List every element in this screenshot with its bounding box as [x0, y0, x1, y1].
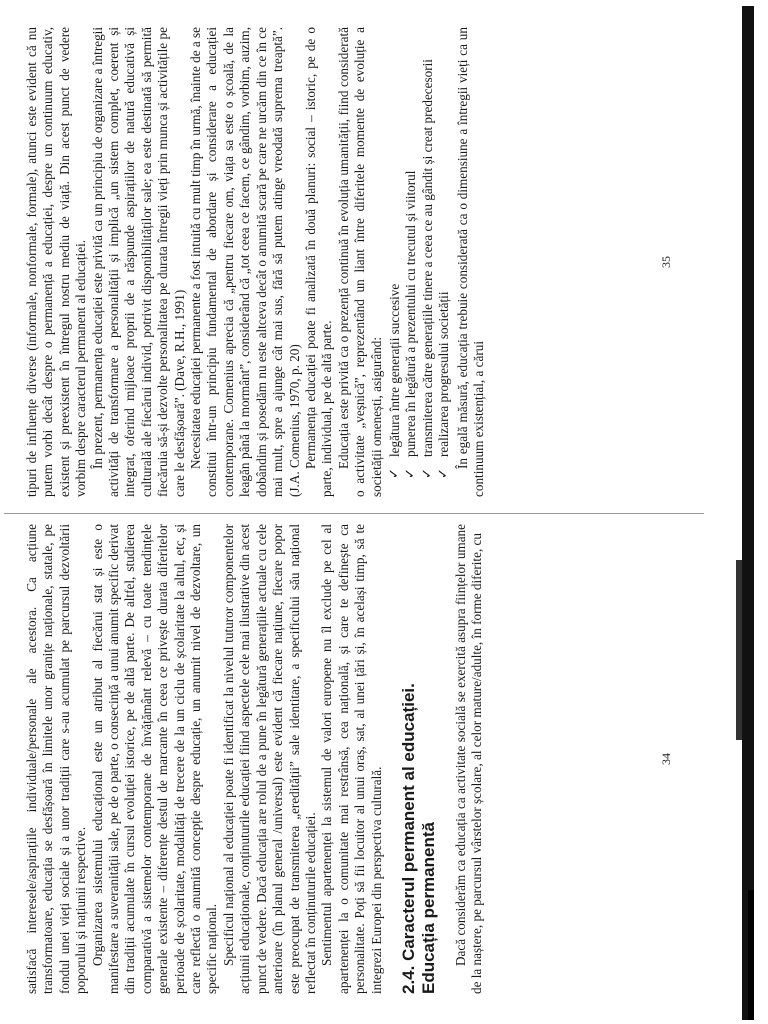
- paragraph: Sentimentul apartenenței la sistemul de valori europene nu îl exclude pe cel al apartenenței la o comunitate mai restrânsă, cea națională, și care te definește ca personalitate. Poți să fii locuitor al unui oraș, sat, al unei țări și, în același timp, să te integrezi Europei din perspectiva culturală.: [319, 524, 384, 994]
- scan-shadow: [736, 560, 742, 740]
- paragraph: În prezent, permanența educației este privită ca un principiu de organizare a întregii activități de transformare a personalității și implică „un sistem complet, coerent și integrat, oferind mijloace proprii de a răspunde aspirațiilor de natură educativă și culturală ale fiecărui individ, potrivit disponibilităților sale; ea este destinată să permită fiecăruia să-și dezvolte personalitatea pe durata întregii vieți prin munca și activitățile pe care le desfășoară”. (Dave, R.H., 1991): [89, 27, 187, 497]
- page-number: 34: [658, 753, 673, 765]
- paragraph: În egală măsură, educația trebuie considerată ca o dimensiune a întregii vieți ca un continuum existențial, a cărui: [454, 27, 486, 497]
- list-item-text: legătura între generații succesive: [386, 283, 402, 457]
- check-mark-icon: ✓: [436, 467, 452, 479]
- list-item-text: punerea în legătură a prezentului cu trecutul și viitorul: [403, 170, 419, 457]
- section-heading: [399, 524, 439, 994]
- paragraph: Necesitatea educației permanente a fost intuită cu mult timp în urmă, înainte de a se constitui într-un principiu fundamental de abordare și considerare a educației contemporane. Comenius aprecia că „pentru fiecare om, viața sa este o școală, de la leagăn până la mormânt”, considerând că „tot ceea ce facem, ce gândim, vorbim, auzim, dobândim și posedăm nu este altceva decât o anumită scară pe care ne urcăm din ce în ce mai mult, spre a ajunge cât mai sus, fără să putem atinge vreodată suprema treaptă”. (J.A. Comenius, 1970, p. 20): [188, 27, 302, 497]
- page-number: 35: [658, 256, 673, 268]
- paragraph: Organizarea sistemului educațional este un atribut al fiecărui stat și este o manifestare a suveranității sale, pe de o parte, o consecință a unui anumit specific derivat din tradiții acumulate în cursul evoluției istorice, pe de altă parte. De altfel, studierea comparativă a sistemelor contemporane de învățământ relevă – cu toate tendințele generale existente – diferențe destul de marcante în ceea ce privește durata diferitelor perioade de școlaritate, modalități de trecere de la un ciclu de școlaritate la altul, etc, și care reflectă o anumită concepție despre educație, un anumit nivel de dezvoltare, un specific național.: [89, 524, 220, 994]
- scan-binding-edge: [742, 6, 754, 1020]
- check-list: [387, 27, 453, 497]
- paragraph: Specificul național al educației poate fi identificat la nivelul tuturor componentelor acțiunii educaționale, conținuturile educației fiind aspectele cele mai ilustrative din acest punct de vedere. Dacă educația are rolul de a pune în legătură generațiile actuale cu cele anterioare (în planul general /universal) este evident că fiecare națiune, fiecare popor este preocupat de transmiterea „eredității” sale identitare, a specificului său național reflectat în conținuturile educației.: [220, 524, 318, 994]
- paragraph: satisfacă interesele/aspirațiile individuale/personale ale acestora. Ca acțiune transformatoare, educația se desfășoară în limitele unor granițe naționale, statale, pe fondul unei vieți sociale și a unor tradiții care s-au acumulat pe parcursul dezvoltării poporului și națiunii respective.: [24, 524, 89, 994]
- list-item-text: realizarea progresului societății: [436, 291, 452, 457]
- gutter-line: [4, 513, 704, 514]
- check-mark-icon: ✓: [386, 467, 402, 479]
- list-item: [420, 27, 436, 479]
- list-item: [436, 27, 452, 479]
- check-mark-icon: ✓: [403, 467, 419, 479]
- check-mark-icon: ✓: [419, 467, 435, 479]
- section-heading-line2: Educația permanentă: [418, 822, 438, 994]
- list-item: [403, 27, 419, 479]
- list-item-text: transmiterea către generațiile tinere a ceea ce au gândit și creat predecesorii: [419, 59, 435, 457]
- paragraph: Educația este privită ca o prezență continuă în evoluția umanității, fiind considerată o activitate „veșnică”, reprezentând un liant între diferitele momente de evoluție a societății omenești, asigurând:: [335, 27, 384, 497]
- section-heading-line1: 2.4. Caracterul permanent al educației.: [398, 683, 418, 994]
- paragraph: Permanența educației poate fi analizată în două planuri: social – istoric, pe de o parte, individual, pe de altă parte.: [302, 27, 335, 497]
- list-item: [387, 27, 403, 479]
- page-right: [24, 27, 674, 497]
- paragraph: tipuri de influențe diverse (informale, nonformale, formale), atunci este evident că nu putem vorbi decât despre o permanență a educației, despre un continuum educativ, existent și preexistent în întregul nostru mediu de viață. Din acest punct de vedere vorbim despre caracterul permanent al educației.: [24, 27, 89, 497]
- scan-corner-edge: [748, 890, 754, 1020]
- page-left: [24, 524, 674, 994]
- paragraph: Dacă considerăm ca educația ca activitate socială se exercită asupra ființelor umane de la naștere, pe parcursul vârstelor școlare, al celor mature/adulte, în forme diferite, cu: [452, 524, 485, 994]
- book-spread: [4, 0, 704, 1022]
